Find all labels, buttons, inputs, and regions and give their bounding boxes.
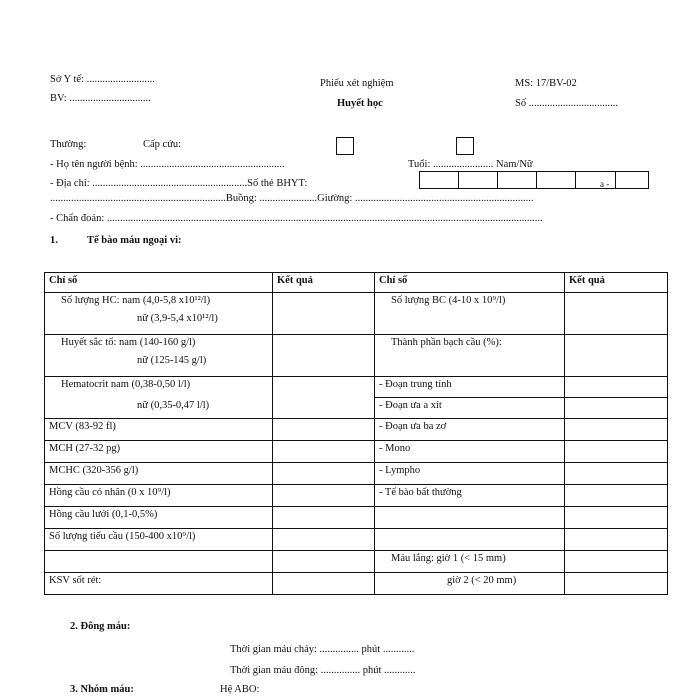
mau-lang-1-result[interactable] (565, 551, 668, 573)
table-row (45, 551, 668, 573)
table-row (45, 573, 668, 595)
bc-label: Số lượng BC (4-10 x 10⁹/l) (391, 295, 506, 306)
trung-tinh-label: - Đoạn trung tính (375, 377, 565, 398)
bat-thuong-label: - Tế bào bất thường (375, 485, 565, 507)
lympho-result[interactable] (565, 463, 668, 485)
mch-label: MCH (27-32 pg) (45, 441, 273, 463)
trung-tinh-result[interactable] (565, 377, 668, 398)
form-number-field: Số .................................. (515, 98, 618, 109)
so-y-te-field: Sở Y tế: .......................... (50, 74, 155, 85)
table-row (45, 529, 668, 551)
ksv-label: KSV sốt rét: (45, 573, 273, 595)
hc-result[interactable] (273, 293, 375, 335)
header-ket-qua: Kết quả (565, 273, 668, 293)
room-bed-field: ...................................................................Buồng: ......................Giường: .................................................................... (50, 193, 534, 204)
table-row (45, 377, 668, 398)
bat-thuong-result[interactable] (565, 485, 668, 507)
diagnosis-field: - Chẩn đoán: ...................................................................................................................................................................... (50, 213, 543, 224)
section-3-title: 3. Nhóm máu: (70, 684, 134, 695)
hct-result[interactable] (273, 377, 375, 419)
mchc-result[interactable] (273, 463, 375, 485)
form-code: MS: 17/BV-02 (515, 78, 577, 89)
bhyt-suffix: a - (600, 179, 610, 189)
section-2-title: 2. Đông máu: (70, 621, 131, 632)
thuong-label: Thường: (50, 139, 87, 150)
address-field: - Địa chỉ: ...........................................................Số thẻ BHYT: (50, 178, 308, 189)
mcv-result[interactable] (273, 419, 375, 441)
bhyt-number-boxes[interactable] (419, 171, 649, 189)
hcl-result[interactable] (273, 507, 375, 529)
mono-result[interactable] (565, 441, 668, 463)
section-1-title: Tế bào máu ngoại vi: (87, 235, 182, 246)
hcl-label: Hồng cầu lưới (0,1-0,5%) (45, 507, 273, 529)
tc-result[interactable] (273, 529, 375, 551)
bc-result[interactable] (565, 293, 668, 335)
patient-name-field: - Họ tên người bệnh: ....................................................... (50, 159, 285, 170)
hct-label: Hematocrit nam (0,38-0,50 l/l) (61, 379, 191, 390)
ua-bazo-result[interactable] (565, 419, 668, 441)
hct-female-label: nữ (0,35-0,47 l/l) (137, 400, 210, 411)
table-row (45, 507, 668, 529)
lympho-label: - Lympho (375, 463, 565, 485)
tpbc-result[interactable] (565, 335, 668, 377)
ua-axit-result[interactable] (565, 398, 668, 419)
benh-vien-field: BV: ............................... (50, 93, 151, 104)
thuong-checkbox[interactable] (336, 137, 354, 155)
abo-field: Hệ ABO: (220, 684, 260, 695)
ua-bazo-label: - Đoạn ưa ba zơ (375, 419, 565, 441)
cap-cuu-checkbox[interactable] (456, 137, 474, 155)
tc-label: Số lượng tiểu cầu (150-400 x10⁹/l) (45, 529, 273, 551)
table-row (45, 335, 668, 377)
tpbc-label: Thành phần bạch cầu (%): (391, 337, 502, 348)
header-chi-so: Chỉ số (375, 273, 565, 293)
section-1-number: 1. (50, 235, 58, 246)
blood-test-table (44, 272, 668, 595)
table-row (45, 419, 668, 441)
hst-female-label: nữ (125-145 g/l) (137, 355, 207, 366)
age-gender-field: Tuổi: ....................... Nam/Nữ (408, 159, 533, 170)
table-row (45, 441, 668, 463)
hccn-result[interactable] (273, 485, 375, 507)
mcv-label: MCV (83-92 fl) (45, 419, 273, 441)
header-ket-qua: Kết quả (273, 273, 375, 293)
table-row (45, 463, 668, 485)
header-chi-so: Chỉ số (45, 273, 273, 293)
hc-female-label: nữ (3,9-5,4 x10¹²/l) (137, 313, 218, 324)
cap-cuu-label: Cấp cứu: (143, 139, 182, 150)
mch-result[interactable] (273, 441, 375, 463)
hc-label: Số lượng HC: nam (4,0-5,8 x10¹²/l) (61, 295, 211, 306)
mchc-label: MCHC (320-356 g/l) (45, 463, 273, 485)
form-subtitle: Huyết học (337, 98, 383, 109)
mau-lang-2-label: giờ 2 (< 20 mm) (447, 575, 517, 586)
table-row (45, 293, 668, 335)
hccn-label: Hồng cầu có nhân (0 x 10⁹/l) (45, 485, 273, 507)
table-header-row (45, 273, 668, 293)
hst-label: Huyết sắc tố: nam (140-160 g/l) (61, 337, 196, 348)
table-row (45, 485, 668, 507)
ksv-result[interactable] (273, 573, 375, 595)
mono-label: - Mono (375, 441, 565, 463)
ua-axit-label: - Đoạn ưa a xít (375, 398, 565, 419)
bleeding-time-field: Thời gian máu chảy: ............... phút ............ (230, 644, 415, 655)
clotting-time-field: Thời gian máu đông: ............... phút ............ (230, 665, 416, 676)
mau-lang-2-result[interactable] (565, 573, 668, 595)
hst-result[interactable] (273, 335, 375, 377)
form-title: Phiếu xét nghiệm (320, 78, 394, 89)
mau-lang-1-label: Máu lắng: giờ 1 (< 15 mm) (391, 553, 506, 564)
